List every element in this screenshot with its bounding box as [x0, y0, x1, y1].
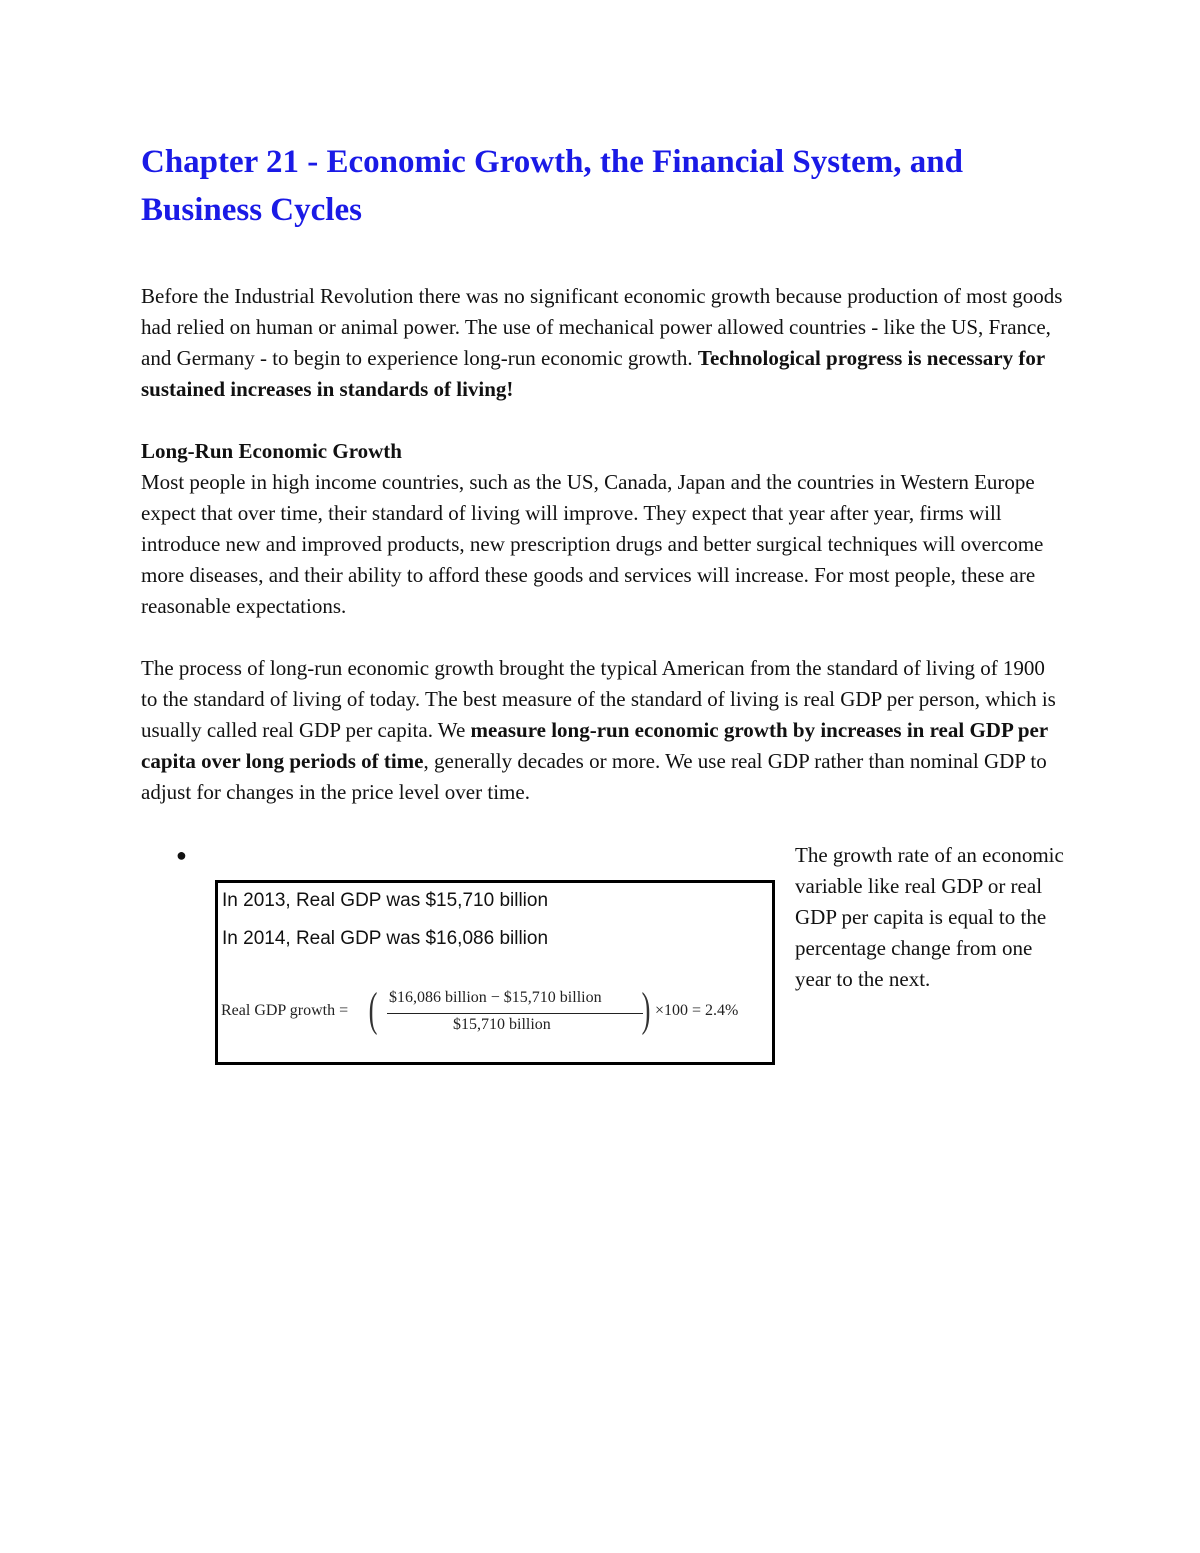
- process-text-before: The process of long-run economic growth brought the typical American from the standard of living of 1900 to the standard of living of today. The best measure of the standard of living is real GDP per person, which is usually called real GDP per capita. We: [141, 656, 1056, 742]
- chapter-title: Chapter 21 - Economic Growth, the Financial System, and Business Cycles: [141, 144, 963, 228]
- growth-equation: [221, 983, 771, 1045]
- growth-rate-note: The growth rate of an economic variable like real GDP or real GDP per capita is equal to the percentage change from one year to the next.: [795, 843, 1064, 991]
- section-heading-long-run: Long-Run Economic Growth: [141, 439, 402, 463]
- equation-label: Real GDP growth =: [221, 1002, 349, 1019]
- left-paren: (: [368, 983, 378, 1036]
- equation-denominator: $15,710 billion: [453, 1016, 551, 1033]
- equation-numerator: $16,086 billion − $15,710 billion: [389, 989, 602, 1006]
- fraction-bar: [387, 1013, 643, 1014]
- right-paren: ): [641, 983, 651, 1036]
- gdp-2014-line: In 2014, Real GDP was $16,086 billion: [222, 928, 549, 949]
- intro-paragraph: [141, 281, 1066, 405]
- long-run-paragraph: Most people in high income countries, such as the US, Canada, Japan and the countries in Western Europe expect that over time, their standard of living will improve. They expect that year after year, firms will introduce new and improved products, new prescription drugs and better surgical techniques will overcome more diseases, and their ability to afford these goods and services will increase. For most people, these are reasonable expectations.: [141, 470, 1044, 618]
- intro-bold-statement: Technological progress is necessary for sustained increases in standards of living!: [141, 346, 1045, 401]
- equation-result: ×100 = 2.4%: [655, 1002, 739, 1019]
- process-paragraph: [141, 653, 1066, 808]
- bullet-icon: ●: [176, 845, 187, 865]
- process-text-after: , generally decades or more. We use real GDP rather than nominal GDP to adjust for changes in the price level over time.: [141, 749, 1047, 804]
- intro-text: Before the Industrial Revolution there was no significant economic growth because production of most goods had relied on human or animal power. The use of mechanical power allowed countries - like the US, France, and Germany - to begin to experience long-run economic growth.: [141, 284, 1063, 370]
- process-bold-statement: measure long-run economic growth by increases in real GDP per capita over long periods of time: [141, 718, 1048, 773]
- gdp-growth-formula-box: [215, 880, 775, 1065]
- gdp-2013-line: In 2013, Real GDP was $15,710 billion: [222, 890, 549, 911]
